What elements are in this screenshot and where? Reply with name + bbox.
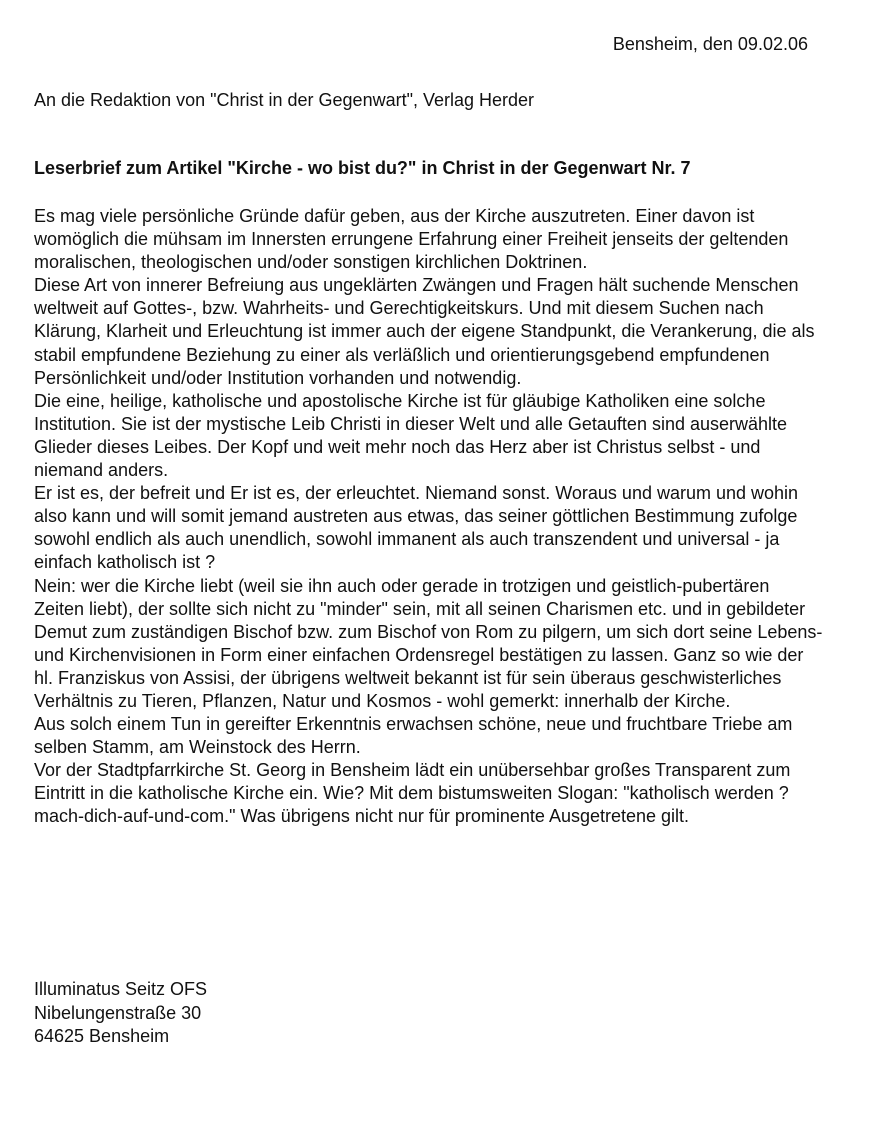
- paragraph: Er ist es, der befreit und Er ist es, der erleuchtet. Niemand sonst. Woraus und warum und wohin also kann und will somit jemand austreten aus etwas, das seiner göttlichen Bestimmung zufolge sowohl endlich als auch unendlich, sowohl immanent als auch transzendent und universal - ja einfach katholisch ist ?: [34, 483, 799, 573]
- paragraph: Aus solch einem Tun in gereifter Erkenntnis erwachsen schöne, neue und fruchtbare Triebe am selben Stamm, am Weinstock des Herrn.: [34, 714, 793, 758]
- signature-street: Nibelungenstraße 30: [34, 1002, 202, 1023]
- letter-body: [34, 205, 824, 829]
- paragraph: Es mag viele persönliche Gründe dafür geben, aus der Kirche auszutreten. Einer davon ist womöglich die mühsam im Innersten errungene Erfahrung einer Freiheit jenseits der geltenden moralischen, theologischen und/oder sonstigen kirchlichen Doktrinen.: [34, 206, 789, 273]
- paragraph: Diese Art von innerer Befreiung aus ungeklärten Zwängen und Fragen hält suchende Menschen weltweit auf Gottes-, bzw. Wahrheits- und Gerechtigkeitskurs. Und mit diesem Suchen nach Klärung, Klarheit und Erleuchtung ist immer auch der eigene Standpunkt, die Verankerung, die als stabil empfundene Beziehung zu einer als verläßlich und orientierungsgebend empfundenen Persönlichkeit und/oder Institution vorhanden und notwendig.: [34, 275, 815, 388]
- date-line: Bensheim, den 09.02.06: [612, 34, 808, 54]
- paragraph: Nein: wer die Kirche liebt (weil sie ihn auch oder gerade in trotzigen und geistlich-pubertären Zeiten liebt), der sollte sich nicht zu "minder" sein, mit all seinen Charismen etc. und in gebildeter Demut zum zuständigen Bischof bzw. zum Bischof von Rom zu pilgern, um sich dort seine Lebens- und Kirchenvisionen in Form einer einfachen Ordensregel bestätigen zu lassen. Ganz so wie der hl. Franziskus von Assisi, der übrigens weltweit bekannt ist für sein überaus geschwisterliches Verhältnis zu Tieren, Pflanzen, Natur und Kosmos - wohl gemerkt: innerhalb der Kirche.: [34, 575, 823, 711]
- signature-name: Illuminatus Seitz OFS: [34, 979, 208, 999]
- paragraph: Vor der Stadtpfarrkirche St. Georg in Bensheim lädt ein unübersehbar großes Transparent zum Eintritt in die katholische Kirche ein. Wie? Mit dem bistumsweiten Slogan: "katholisch werden ? mach-dich-auf-und-com." Was übrigens nicht nur für prominente Ausgetretene gilt.: [34, 760, 791, 827]
- recipient-line: An die Redaktion von "Christ in der Gegenwart", Verlag Herder: [34, 90, 535, 110]
- signature-city: 64625 Bensheim: [34, 1026, 170, 1046]
- signature-block: [34, 978, 207, 1049]
- subject-heading: Leserbrief zum Artikel "Kirche - wo bist du?" in Christ in der Gegenwart Nr. 7: [34, 158, 691, 178]
- paragraph: Die eine, heilige, katholische und apostolische Kirche ist für gläubige Katholiken eine solche Institution. Sie ist der mystische Leib Christi in dieser Welt und alle Getauften sind auserwählte Glieder dieses Leibes. Der Kopf und weit mehr noch das Herz aber ist Christus selbst - und niemand anders.: [34, 390, 788, 481]
